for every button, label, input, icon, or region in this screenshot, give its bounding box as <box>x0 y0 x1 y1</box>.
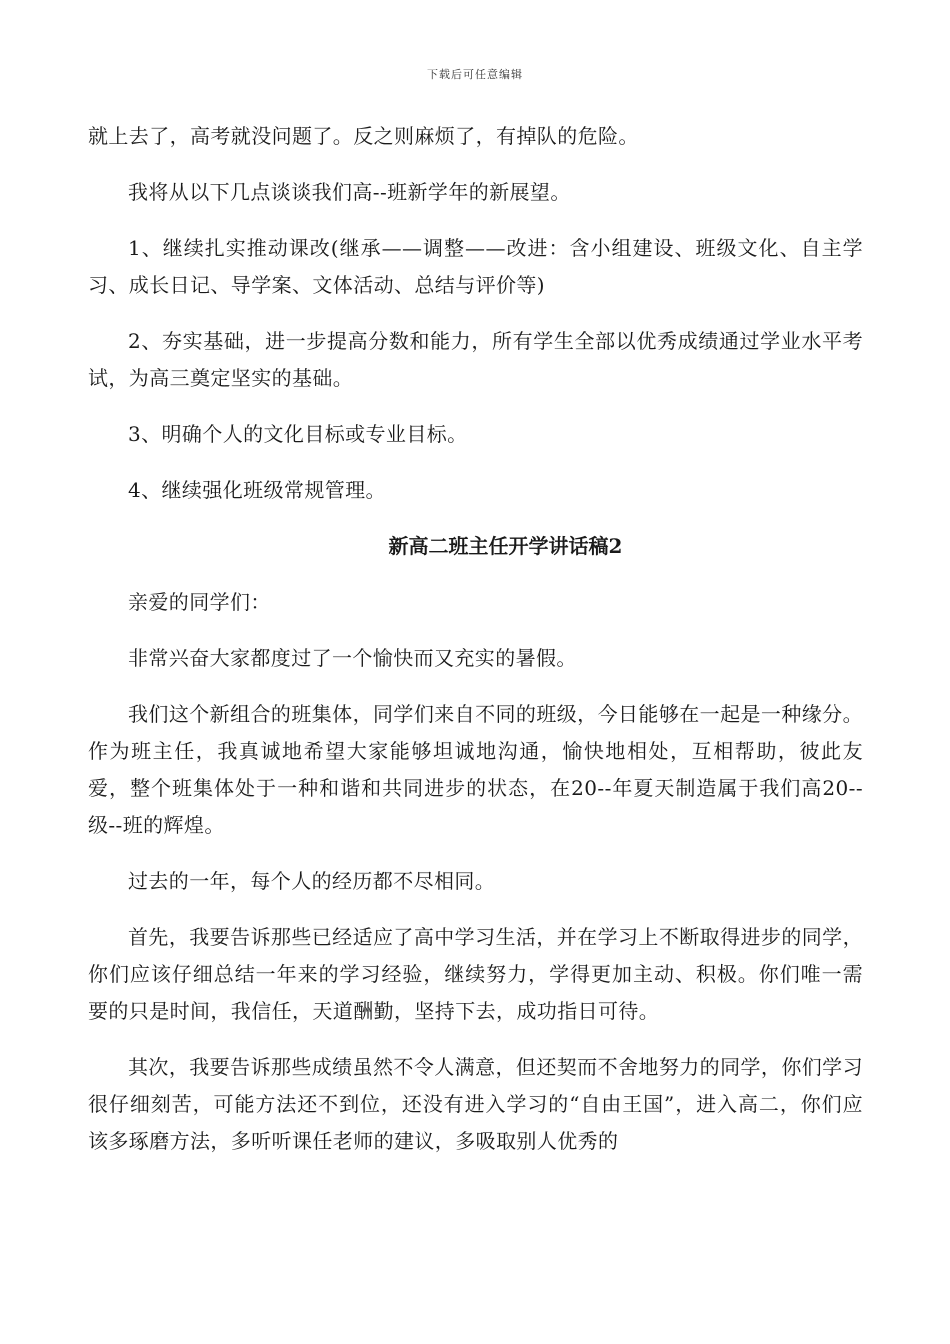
paragraph: 首先，我要告诉那些已经适应了高中学习生活，并在学习上不断取得进步的同学，你们应该仔细总结一年来的学习经验，继续努力，学得更加主动、积极。你们唯一需要的只是时间，我信任，天道酬勤，坚持下去，成功指日可待。 <box>88 925 863 1023</box>
header-note: 下载后可任意编辑 <box>427 68 523 81</box>
paragraph: 非常兴奋大家都度过了一个愉快而又充实的暑假。 <box>128 646 577 670</box>
list-item: 4、继续强化班级常规管理。 <box>128 478 386 502</box>
paragraph: 我们这个新组合的班集体，同学们来自不同的班级，今日能够在一起是一种缘分。作为班主任，我真诚地希望大家能够坦诚地沟通，愉快地相处，互相帮助，彼此友爱，整个班集体处于一种和谐和共同进步的状态，在20--年夏天制造属于我们高20--级--班的辉煌。 <box>88 702 863 837</box>
list-item: 2、夯实基础，进一步提高分数和能力，所有学生全部以优秀成绩通过学业水平考试，为高三奠定坚实的基础。 <box>88 329 863 390</box>
section-title: 新高二班主任开学讲话稿2 <box>388 534 623 558</box>
list-item: 1、继续扎实推动课改(继承——调整——改进：含小组建设、班级文化、自主学习、成长日记、导学案、文体活动、总结与评价等) <box>88 236 863 297</box>
document-body <box>88 118 863 1179</box>
paragraph: 其次，我要告诉那些成绩虽然不令人满意，但还契而不舍地努力的同学，你们学习很仔细刻苦，可能方法还不到位，还没有进入学习的“自由王国”，进入高二，你们应该多琢磨方法，多听听课任老师的建议，多吸取别人优秀的 <box>88 1055 863 1153</box>
paragraph: 过去的一年，每个人的经历都不尽相同。 <box>128 869 496 893</box>
greeting: 亲爱的同学们： <box>128 590 271 614</box>
list-item: 3、明确个人的文化目标或专业目标。 <box>128 422 468 446</box>
paragraph: 我将从以下几点谈谈我们高--班新学年的新展望。 <box>128 180 571 204</box>
paragraph-continuation: 就上去了，高考就没问题了。反之则麻烦了，有掉队的危险。 <box>88 124 639 148</box>
